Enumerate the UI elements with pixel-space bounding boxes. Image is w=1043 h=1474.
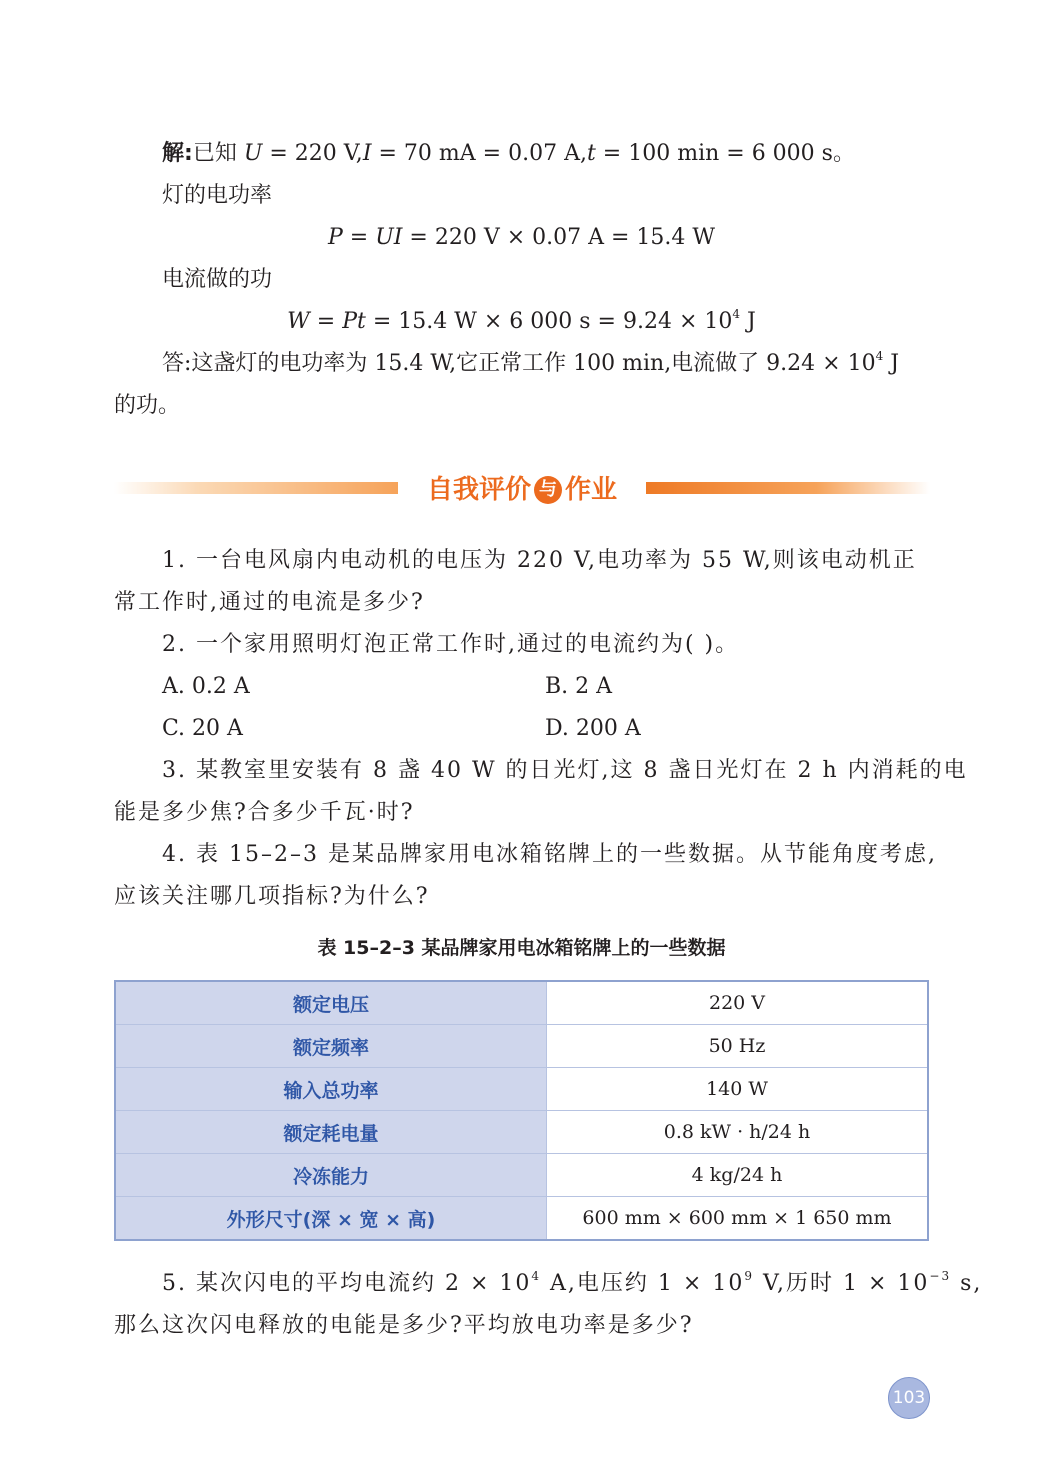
work-heading: 电流做的功 — [162, 267, 273, 292]
table-value: 0.8 kW · h/24 h — [547, 1111, 929, 1154]
table-key: 额定频率 — [115, 1025, 547, 1068]
section-divider-left — [114, 482, 398, 494]
table-row — [115, 1025, 928, 1068]
table-key: 冷冻能力 — [115, 1154, 547, 1197]
question-2-option-d: D. 200 A — [545, 716, 641, 741]
question-2-option-b: B. 2 A — [545, 674, 613, 699]
table-row — [115, 1068, 928, 1111]
question-5-line-2: 那么这次闪电释放的电能是多少?平均放电功率是多少? — [114, 1313, 694, 1338]
answer-line-2: 的功。 — [114, 393, 181, 418]
power-heading: 灯的电功率 — [162, 183, 273, 208]
table-key: 外形尺寸(深 × 宽 × 高) — [115, 1197, 547, 1241]
table-value: 50 Hz — [547, 1025, 929, 1068]
table-value: 140 W — [547, 1068, 929, 1111]
table-row — [115, 981, 928, 1025]
table-key: 额定耗电量 — [115, 1111, 547, 1154]
table-value: 220 V — [547, 981, 929, 1025]
question-5-line-1: 5. 某次闪电的平均电流约 $2 \times 10^4$ A,电压约 $1 \times 10^9$ V,历时 $1 \times 10^{-3}$ s, — [162, 1269, 983, 1296]
answer-line-1: 答:这盏灯的电功率为 15.4 W,它正常工作 100 min,电流做了 $9.24 \times 10^4$ J — [162, 349, 900, 376]
question-4-line-2: 应该关注哪几项指标?为什么? — [114, 884, 430, 909]
work-equation: W = Pt = 15.4 W × 6 000 $s = 9.24 \times 10^4$ J — [287, 307, 756, 334]
table-row — [115, 1111, 928, 1154]
power-equation: P = UI = 220 V × 0.07 A = 15.4 W — [327, 225, 716, 250]
section-title: 自我评价 与 作业 — [426, 475, 618, 505]
table-caption: 表 15–2–3 某品牌家用电冰箱铭牌上的一些数据 — [317, 937, 726, 959]
question-1-line-1: 1. 一台电风扇内电动机的电压为 220 V,电功率为 55 W,则该电动机正 — [162, 548, 917, 573]
solution-label: 解: — [162, 141, 193, 166]
table-row — [115, 1154, 928, 1197]
section-connector-badge: 与 — [534, 476, 562, 504]
page-number-badge: 103 — [888, 1377, 930, 1419]
question-4-line-1: 4. 表 15–2–3 是某品牌家用电冰箱铭牌上的一些数据。从节能角度考虑, — [162, 842, 937, 867]
solution-known-line: 解:已知 U = 220 V,I = 70 mA = 0.07 A,t = 100 min = 6 000 s。 — [162, 141, 855, 166]
question-2-option-c: C. 20 A — [162, 716, 243, 741]
table-row — [115, 1197, 928, 1241]
question-2-line-1: 2. 一个家用照明灯泡正常工作时,通过的电流约为( )。 — [162, 632, 740, 657]
question-2-option-a: A. 0.2 A — [162, 674, 250, 699]
table-value: 4 kg/24 h — [547, 1154, 929, 1197]
question-3-line-1: 3. 某教室里安装有 8 盏 40 W 的日光灯,这 8 盏日光灯在 2 h 内消耗的电 — [162, 758, 968, 783]
table-key: 额定电压 — [115, 981, 547, 1025]
spec-table — [114, 980, 929, 1241]
table-key: 输入总功率 — [115, 1068, 547, 1111]
question-1-line-2: 常工作时,通过的电流是多少? — [114, 590, 425, 615]
question-3-line-2: 能是多少焦?合多少千瓦·时? — [114, 800, 415, 825]
table-value: 600 mm × 600 mm × 1 650 mm — [547, 1197, 929, 1241]
section-divider-right — [646, 482, 930, 494]
